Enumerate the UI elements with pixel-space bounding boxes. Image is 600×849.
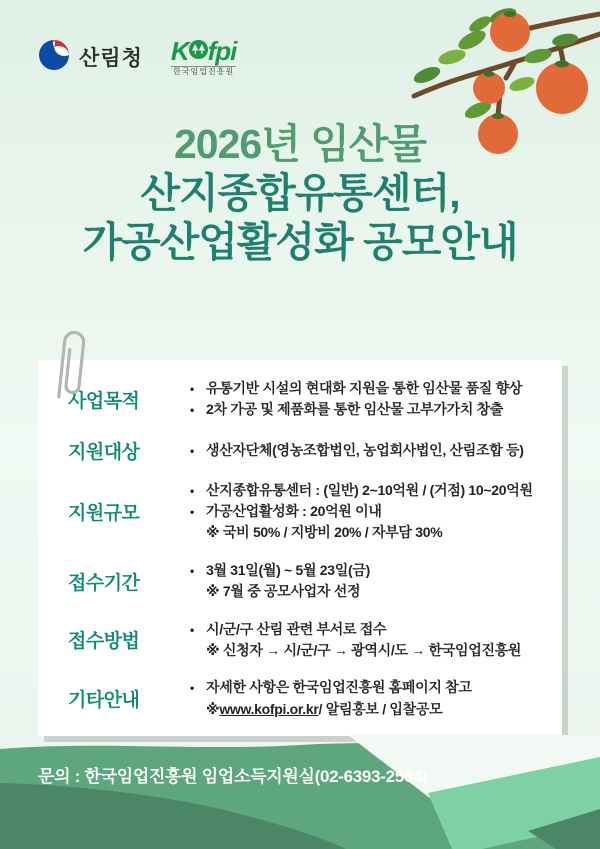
section-items [160,480,548,544]
poster-title [0,120,600,267]
title-line-3: 가공산업활성화 공모안내 [82,219,518,265]
section-row-purpose [68,378,548,421]
kofpi-wordmark [171,38,237,64]
bullet-item: • 2차 가공 및 제품화를 통한 임산물 고부가가치 창출 [190,399,548,420]
title-line-2: 산지종합유통센터, [140,170,460,216]
note-item: ※ 신청자 → 시/군/구 → 광역시/도 → 한국임업진흥원 [206,641,522,658]
kofpi-tree-icon [189,38,208,64]
section-row-scale [68,480,548,544]
section-items [160,560,548,603]
forest-service-label: 산림청 [79,47,143,70]
bullet-item: • 자세한 사항은 한국임업진흥원 홈페이지 참고 [190,677,548,698]
title-line-1: 2026년 임산물 [173,121,427,167]
section-items [160,619,548,662]
bullet-item: • 가공산업활성화 : 20억원 이내 [190,501,548,522]
kofpi-logo [171,38,237,76]
footer-mountains-illustration [0,735,600,849]
section-items [160,440,548,461]
kofpi-website-link: www.kofpi.or.kr [219,700,319,717]
bullet-item: • 시/군/구 산림 관련 부서로 접수 [190,619,548,640]
note-item: ※ 7월 중 공모사업자 선정 [206,583,361,600]
forest-service-emblem-icon [38,39,70,76]
bullet-item: • 산지종합유통센터 : (일반) 2~10억원 / (거점) 10~20억원 [190,480,548,501]
note-item: ※ 국비 50% / 지방비 20% / 자부담 30% [206,524,443,541]
section-label: 지원규모 [68,503,140,525]
note-item: ※ www.kofpi.or.kr / 알림홍보 / 입찰공모 [190,699,548,720]
section-label: 지원대상 [68,441,140,463]
forest-service-logo [38,39,143,76]
bullet-icon: • [190,563,194,578]
kofpi-subtitle: 한국임업진흥원 [171,66,237,76]
bullet-icon: • [190,622,194,637]
bullet-item: • 3월 31일(월) ~ 5월 23일(금) [190,560,548,581]
kofpi-letters-fpi: fpi [207,36,237,66]
paperclip-icon [50,324,96,415]
section-row-period [68,560,548,603]
bullet-icon: • [190,483,194,498]
section-row-etc [68,677,548,720]
bullet-icon: • [190,382,194,396]
section-row-target [68,437,548,464]
contact-info: 문의 : 한국임업진흥원 임업소득지원실(02-6393-2564) [38,767,428,786]
bullet-icon: • [190,681,194,696]
section-label: 기타안내 [68,690,140,712]
info-card [38,360,562,736]
bullet-icon: • [190,443,194,458]
bullet-item: • 생산자단체(영농조합법인, 농업회사법인, 산림조합 등) [190,440,548,461]
section-label: 사업목적 [68,390,140,412]
bullet-icon: • [190,505,194,520]
kofpi-letter-k: K [170,36,189,66]
header-logos [38,38,236,76]
section-items [160,378,548,421]
bullet-icon: • [190,403,194,418]
section-label: 접수기간 [68,572,140,594]
section-label: 접수방법 [68,631,140,653]
section-row-method [68,619,548,662]
section-items [160,677,548,720]
bullet-item: • 유통기반 시설의 현대화 지원을 통한 임산물 품질 향상 [190,378,548,399]
